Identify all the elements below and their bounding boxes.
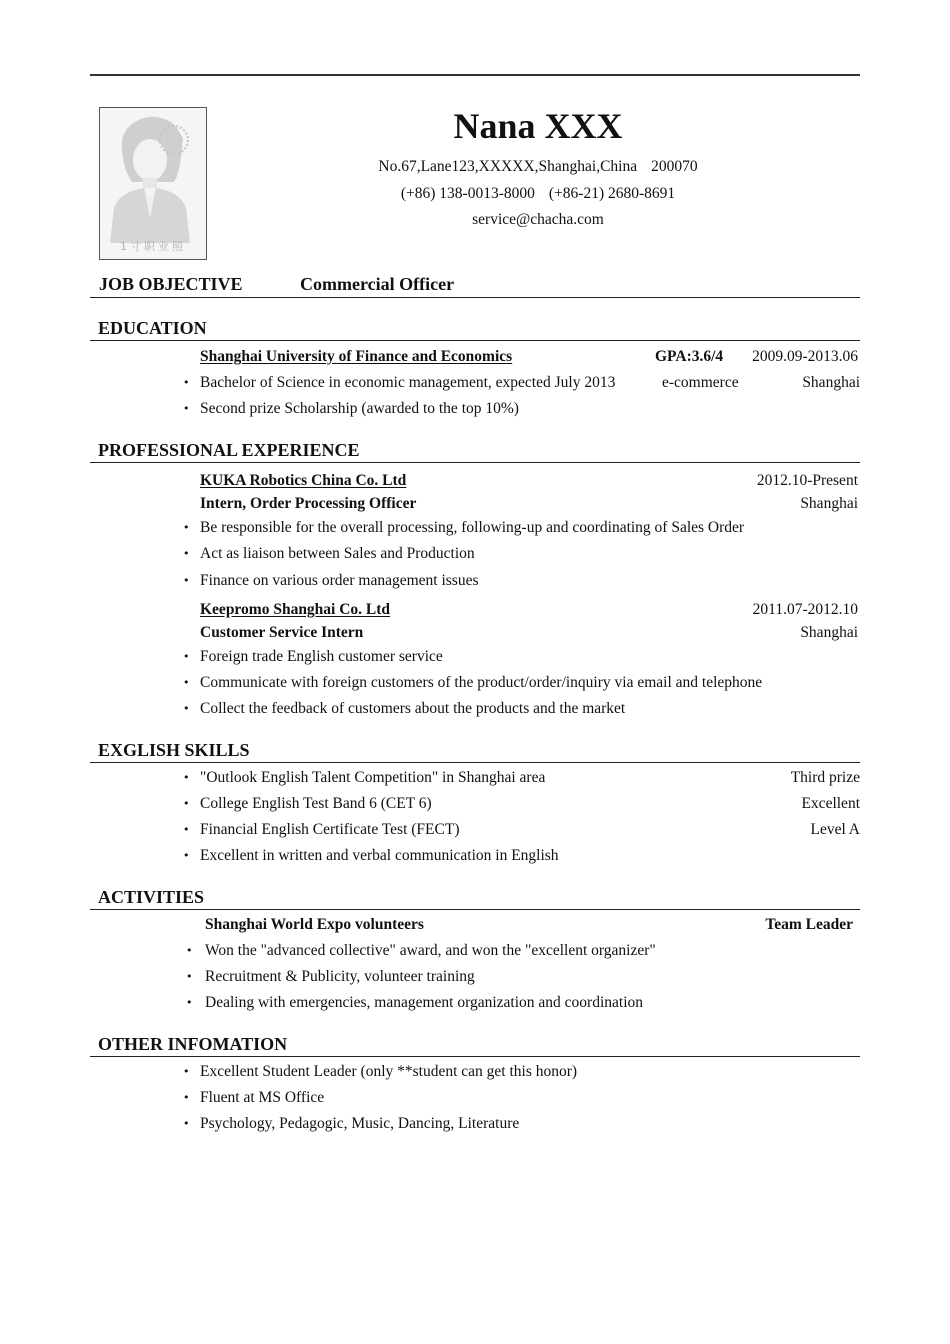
other-bullet: Psychology, Pedagogic, Music, Dancing, Literature	[200, 1115, 520, 1132]
bullet-icon: •	[183, 574, 190, 587]
other-bullet: Excellent Student Leader (only **student can get this honor)	[200, 1063, 578, 1080]
section-title-experience: PROFESSIONAL EXPERIENCE	[98, 440, 360, 460]
skill-text: Financial English Certificate Test (FECT)	[200, 821, 460, 838]
bullet-icon: •	[183, 823, 190, 836]
bullet-icon: •	[183, 849, 190, 862]
objective-value: Commercial Officer	[300, 274, 455, 294]
job-objective	[99, 273, 455, 295]
bullet-icon: •	[183, 676, 190, 689]
job-bullet: Finance on various order management issues	[200, 572, 479, 589]
bullet-icon: •	[183, 650, 190, 663]
activity-bullet: Won the "advanced collective" award, and won the "excellent organizer"	[205, 942, 656, 959]
phone-mobile: (+86) 138-0013-8000	[400, 184, 535, 202]
other-divider	[90, 1056, 860, 1057]
skill-result: Level A	[810, 821, 860, 838]
section-title-other: OTHER INFOMATION	[98, 1034, 288, 1054]
major: e-commerce	[662, 374, 739, 391]
job-location: Shanghai	[800, 495, 858, 512]
candidate-name: Nana XXX	[453, 106, 623, 146]
education-dates: 2009.09-2013.06	[752, 348, 858, 365]
skill-text: College English Test Band 6 (CET 6)	[200, 795, 432, 812]
photo-caption: 1寸职业照	[120, 240, 186, 253]
experience-divider	[90, 462, 860, 463]
job-dates: 2011.07-2012.10	[752, 601, 858, 618]
bullet-icon: •	[183, 1117, 190, 1130]
bullet-icon: •	[183, 521, 190, 534]
education-location: Shanghai	[802, 374, 860, 391]
job-bullet: Be responsible for the overall processing, following-up and coordinating of Sales Order	[200, 519, 745, 536]
photo-placeholder	[99, 107, 207, 260]
person-silhouette-icon	[100, 108, 206, 259]
job-bullet: Communicate with foreign customers of the product/order/inquiry via email and telephone	[200, 674, 763, 691]
email: service@chacha.com	[472, 211, 604, 228]
activity-bullet: Recruitment & Publicity, volunteer training	[205, 968, 475, 985]
bullet-icon: •	[183, 702, 190, 715]
other-bullet: Fluent at MS Office	[200, 1089, 325, 1106]
objective-label: JOB OBJECTIVE	[99, 274, 243, 294]
objective-divider	[90, 297, 860, 298]
education-divider	[90, 340, 860, 341]
bullet-icon: •	[183, 402, 190, 415]
scholarship-text: Second prize Scholarship (awarded to the top 10%)	[200, 400, 519, 417]
section-title-english: EXGLISH SKILLS	[98, 740, 250, 760]
bullet-icon: •	[183, 771, 190, 784]
job-role: Customer Service Intern	[200, 624, 364, 641]
activity-role: Team Leader	[765, 916, 853, 933]
skill-result: Third prize	[790, 769, 860, 786]
phone-line	[300, 181, 776, 208]
company-name: KUKA Robotics China Co. Ltd	[200, 472, 407, 489]
bullet-icon: •	[186, 944, 193, 957]
company-name: Keepromo Shanghai Co. Ltd	[200, 601, 391, 618]
activity-name: Shanghai World Expo volunteers	[205, 916, 424, 933]
bullet-icon: •	[183, 376, 190, 389]
school-name: Shanghai University of Finance and Economics	[200, 348, 513, 365]
postcode: 200070	[651, 158, 698, 175]
job-bullet: Act as liaison between Sales and Production	[200, 545, 475, 562]
degree-text: Bachelor of Science in economic management, expected July 2013	[200, 374, 616, 391]
activity-bullet: Dealing with emergencies, management organization and coordination	[205, 994, 644, 1011]
bullet-icon: •	[183, 1091, 190, 1104]
address: No.67,Lane123,XXXXX,Shanghai,China	[378, 158, 638, 175]
skill-text: Excellent in written and verbal communication in English	[200, 847, 559, 864]
job-bullet: Foreign trade English customer service	[200, 648, 443, 665]
phone-office: (+86-21) 2680-8691	[548, 184, 676, 202]
bullet-icon: •	[183, 1065, 190, 1078]
activities-divider	[90, 909, 860, 910]
english-divider	[90, 762, 860, 763]
bullet-icon: •	[186, 970, 193, 983]
job-bullet: Collect the feedback of customers about the products and the market	[200, 700, 626, 717]
skill-text: "Outlook English Talent Competition" in Shanghai area	[200, 769, 546, 786]
job-role: Intern, Order Processing Officer	[200, 495, 417, 512]
job-dates: 2012.10-Present	[756, 472, 858, 489]
gpa: GPA:3.6/4	[655, 348, 724, 365]
skill-result: Excellent	[801, 795, 860, 812]
contact-header	[300, 104, 776, 234]
section-title-education: EDUCATION	[98, 318, 207, 338]
bullet-icon: •	[183, 797, 190, 810]
bullet-icon: •	[183, 547, 190, 560]
top-divider	[90, 74, 860, 76]
job-location: Shanghai	[800, 624, 858, 641]
address-line	[300, 154, 776, 181]
bullet-icon: •	[186, 996, 193, 1009]
section-title-activities: ACTIVITIES	[98, 887, 205, 907]
